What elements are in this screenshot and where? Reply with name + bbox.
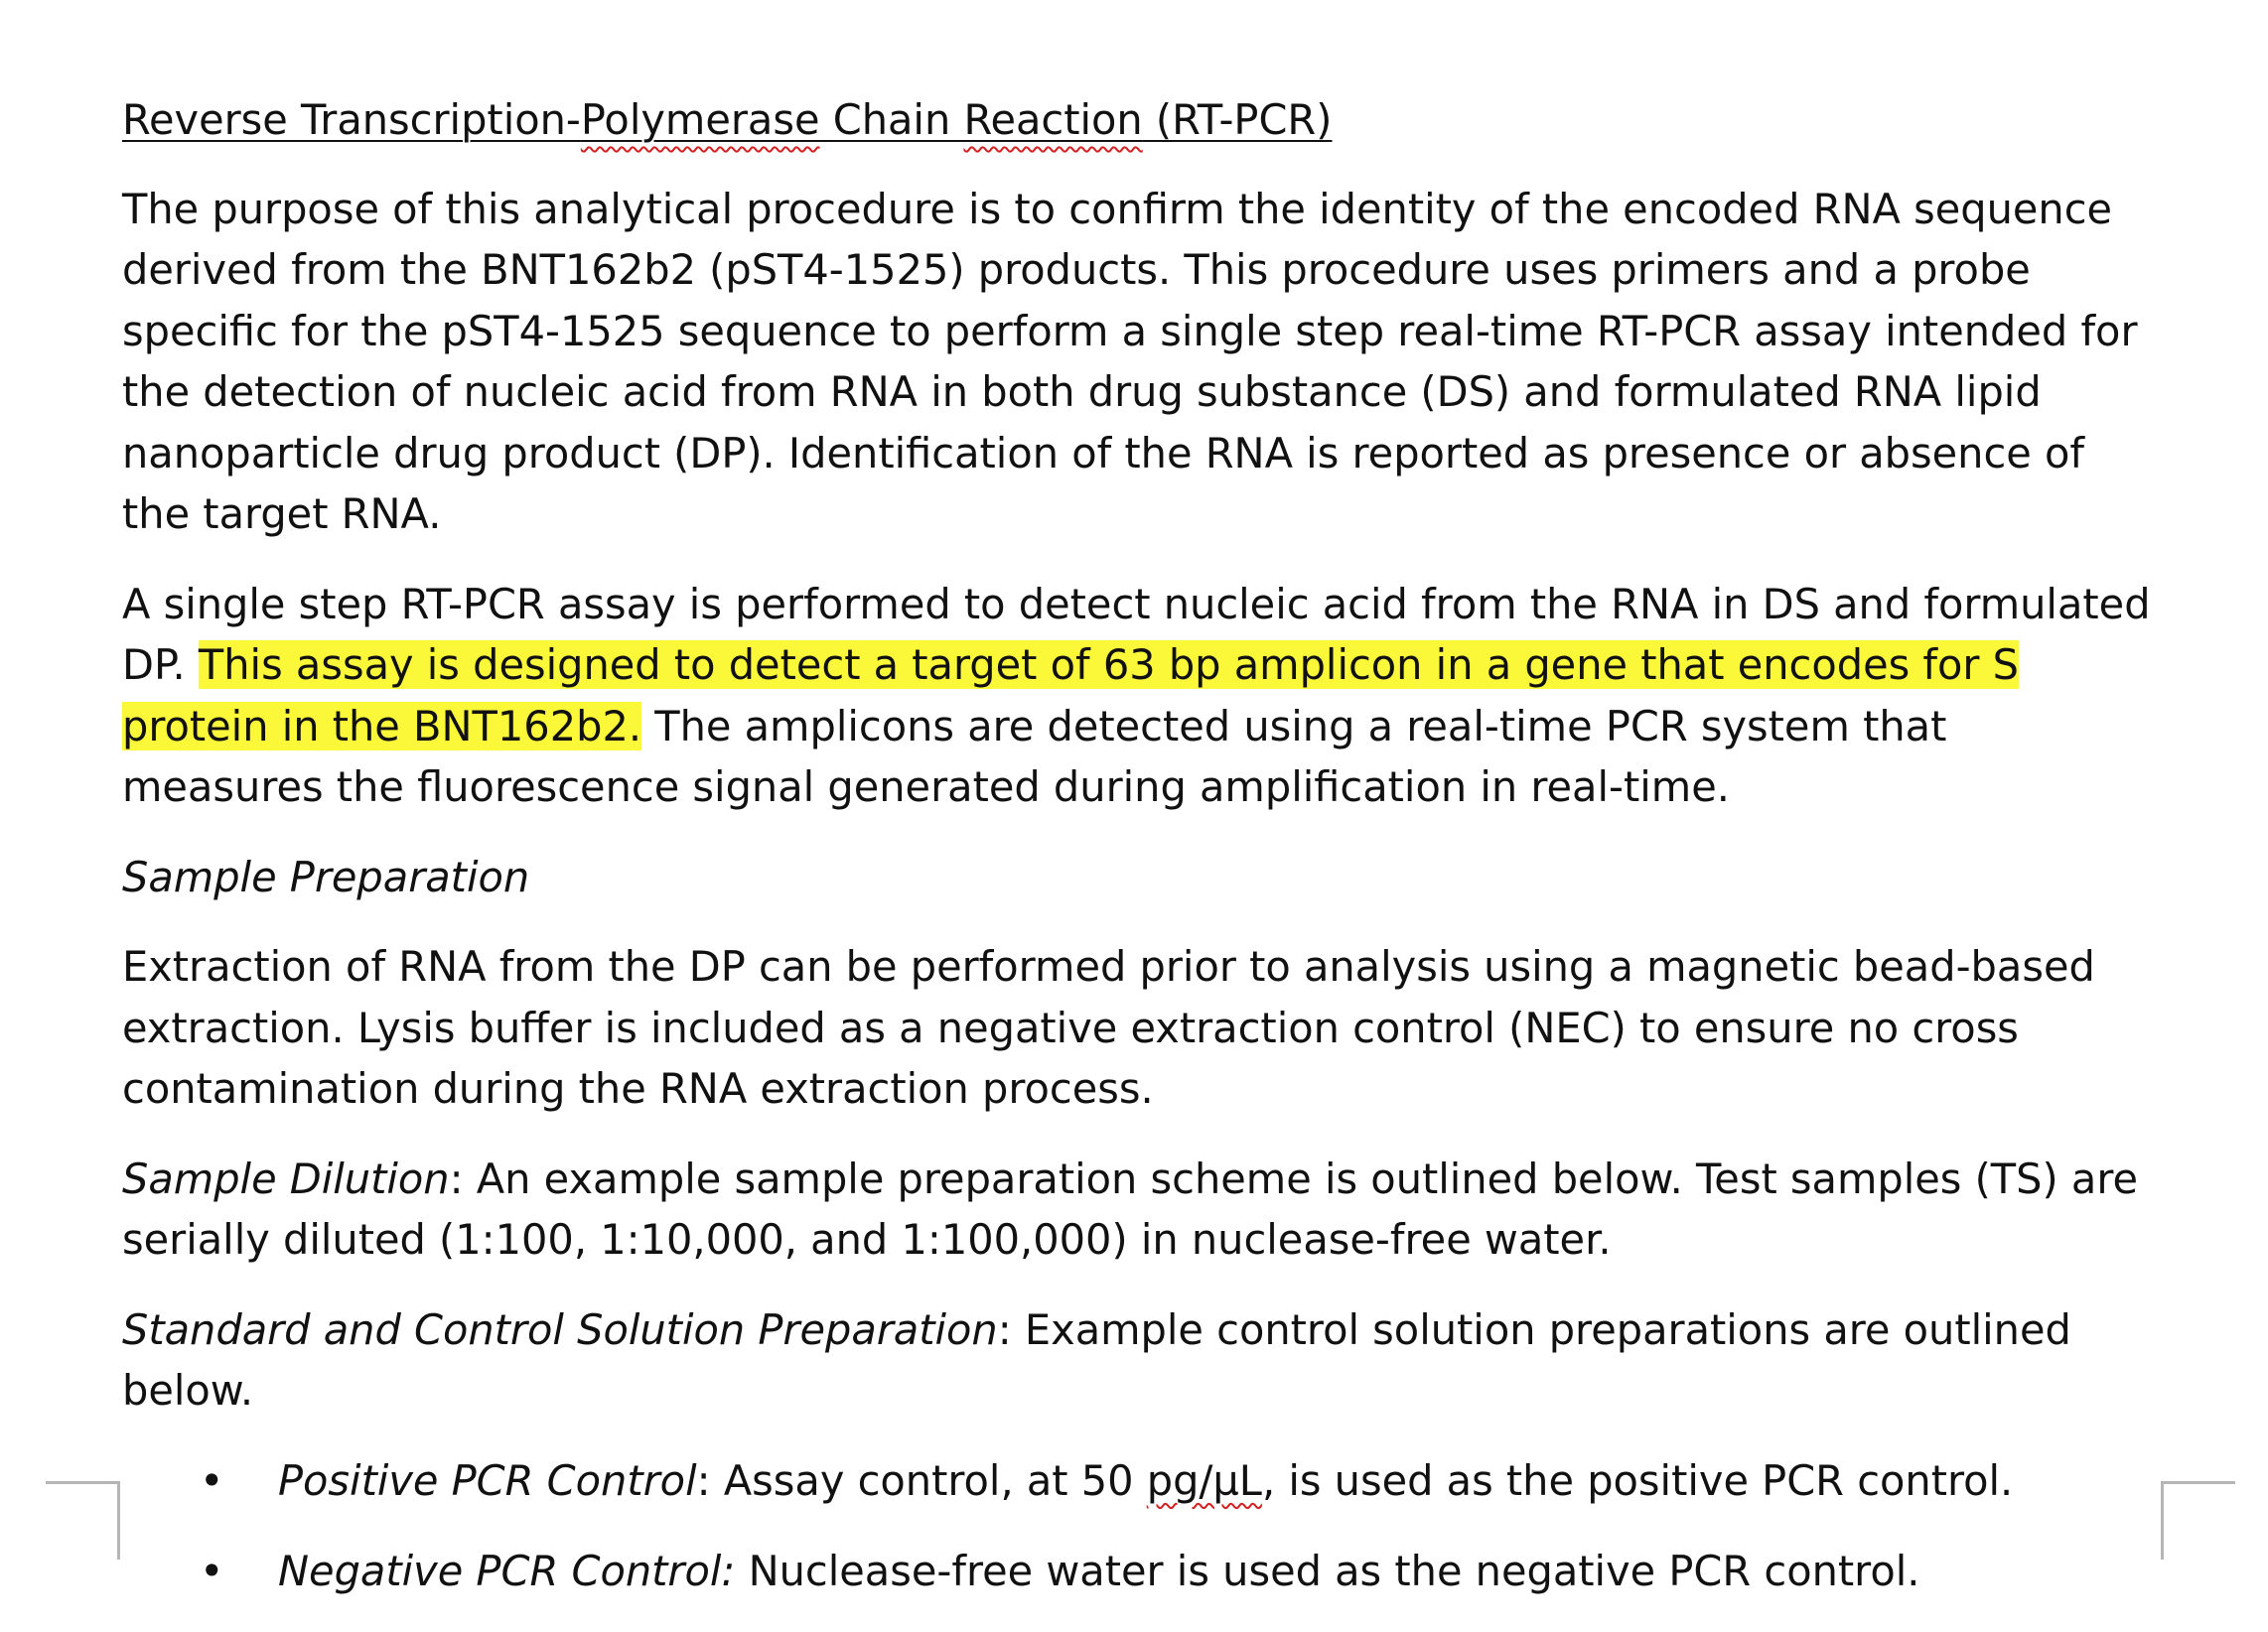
control-list [122, 1450, 2158, 1602]
bullet-icon: • [200, 1547, 224, 1595]
page-corner-mark-right-icon [2161, 1481, 2235, 1560]
title-part-2-spellcheck: Polymerase [580, 95, 820, 144]
positive-control-text-before: : Assay control, at 50 [696, 1455, 1147, 1505]
negative-control-label: Negative PCR Control: [278, 1547, 736, 1595]
assay-paragraph [122, 574, 2158, 818]
standard-control-paragraph [122, 1299, 2158, 1422]
negative-control-text: Nuclease-free water is used as the negative PCR control. [735, 1547, 1920, 1595]
standard-control-label: Standard and Control Solution Preparation [122, 1304, 998, 1354]
highlighted-text: This assay is designed to detect a target of 63 bp amplicon in a gene that encodes for S protein in the BNT162b2. [122, 640, 2020, 750]
assay-paragraph-start: A single step RT-PCR assay is performed to detect nucleic acid from the RNA in DS and formulated DP. [122, 579, 2151, 689]
sample-preparation-heading: Sample Preparation [122, 852, 530, 901]
page-corner-mark-left-icon [46, 1481, 120, 1560]
title-part-4-spellcheck: Reaction [963, 95, 1143, 144]
bullet-icon: • [200, 1455, 224, 1505]
extraction-paragraph: Extraction of RNA from the DP can be performed prior to analysis using a magnetic bead-based extraction. Lysis buffer is included as a negative extraction control (NEC) to ensure no cross contamination during the RNA extraction process. [122, 942, 2095, 1113]
section-title [122, 89, 2158, 151]
purpose-paragraph: The purpose of this analytical procedure is to confirm the identity of the encoded RNA sequence derived from the BNT162b2 (pST4-1525) products. This procedure uses primers and a probe specific for the pST4-1525 sequence to perform a single step real-time RT-PCR assay intended for the detection of nucleic acid from RNA in both drug substance (DS) and formulated RNA lipid nanoparticle drug product (DP). Identification of the RNA is reported as presence or absence of the target RNA. [122, 184, 2138, 538]
assay-paragraph-end: The amplicons are detected using a real-time PCR system that measures the fluorescence signal generated during amplification in real-time. [122, 701, 1947, 811]
list-item-negative-control [122, 1541, 2158, 1602]
title-part-3: Chain [819, 95, 964, 144]
title-part-1: Reverse Transcription- [122, 95, 581, 144]
sample-dilution-paragraph [122, 1149, 2158, 1271]
document-body [122, 89, 2158, 1632]
positive-control-text-after: , is used as the positive PCR control. [1261, 1455, 2014, 1505]
unit-spellcheck: pg/µL [1146, 1455, 1262, 1505]
positive-control-label: Positive PCR Control [278, 1455, 697, 1505]
sample-dilution-text: : An example sample preparation scheme is outlined below. Test samples (TS) are serially diluted (1:100, 1:10,000, and 1:100,000) in nuclease-free water. [122, 1154, 2138, 1264]
sample-dilution-label: Sample Dilution [122, 1154, 450, 1203]
standard-control-text: : Example control solution preparations are outlined below. [122, 1304, 2071, 1415]
title-part-5: (RT-PCR) [1142, 95, 1333, 144]
list-item-positive-control [122, 1450, 2158, 1512]
